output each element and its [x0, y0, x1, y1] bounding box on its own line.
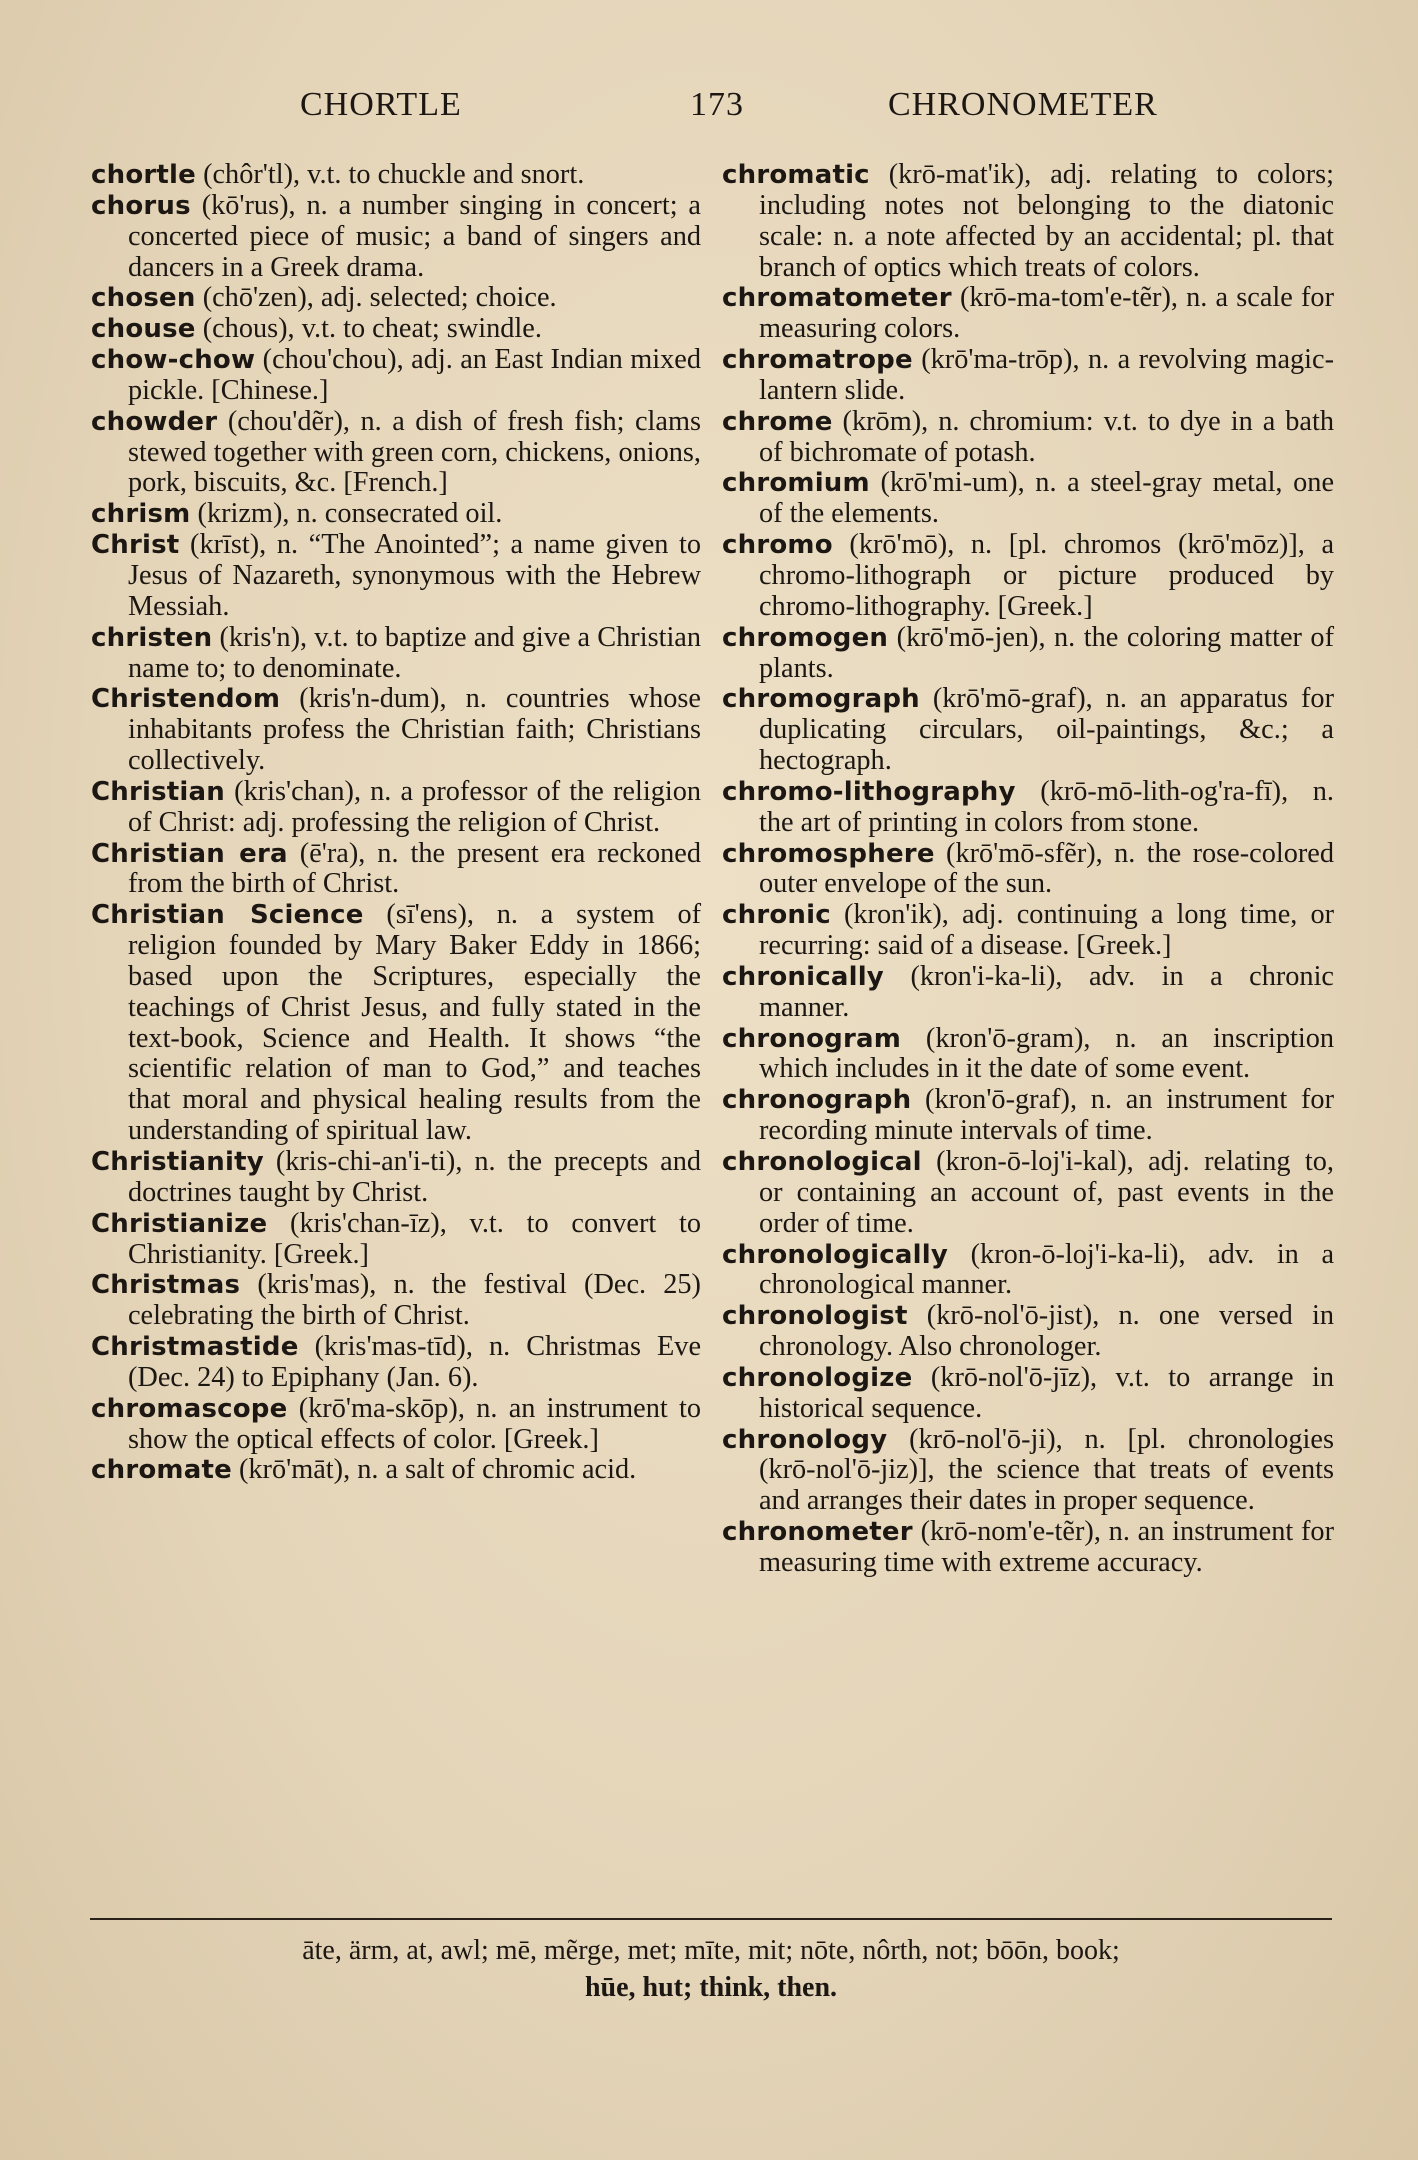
entry-definition: (krō-nol'ō-jīz), v.t. to arrange in historical sequence.: [759, 1361, 1335, 1424]
dictionary-entry: [722, 160, 1334, 283]
entry-definition: (kron'i-ka-li), adv. in a chronic manner.: [759, 960, 1334, 1023]
dictionary-entry: [722, 345, 1334, 407]
dictionary-entry: [722, 1425, 1334, 1518]
page-number: 173: [690, 86, 744, 123]
dictionary-entry: [91, 191, 701, 284]
entry-definition: (krīst), n. “The Anointed”; a name given to Jesus of Nazareth, synonymous with the Hebrew Messiah.: [128, 529, 701, 622]
dictionary-entry: [91, 684, 701, 777]
entry-headword: Christianize: [91, 1208, 268, 1239]
entry-headword: Christmastide: [91, 1332, 299, 1363]
dictionary-entry: [91, 283, 701, 314]
entry-headword: chromascope: [91, 1393, 288, 1424]
entry-headword: chronically: [722, 961, 884, 992]
entry-headword: Christianity: [91, 1147, 264, 1177]
entry-definition: (kron'ō-graf), n. an instrument for recording minute intervals of time.: [759, 1084, 1334, 1147]
entry-definition: (krō'ma-skōp), n. an instrument to show the optical effects of color. [Greek.]: [128, 1392, 701, 1455]
entry-headword: chromosphere: [722, 838, 935, 869]
dictionary-entry: [722, 623, 1334, 685]
entry-headword: chromograph: [722, 684, 920, 715]
entry-definition: (krō'mō), n. [pl. chromos (krō'mōz)], a chromo-lithograph or picture produced by chromo-lithography. [Greek.]: [759, 529, 1335, 622]
entry-headword: Christendom: [91, 684, 281, 715]
dictionary-entry: [91, 623, 701, 685]
entry-definition: (kron-ō-loj'i-ka-li), adv. in a chronological manner.: [759, 1238, 1334, 1301]
dictionary-entry: [722, 1240, 1334, 1302]
entry-definition: (krō-mō-lith-og'ra-fī), n. the art of printing in colors from stone.: [759, 775, 1335, 838]
entry-definition: (krizm), n. consecrated oil.: [197, 498, 503, 530]
dictionary-entry: [91, 499, 701, 530]
entry-headword: Christian Science: [91, 900, 364, 931]
right-column: [722, 160, 1334, 1579]
dictionary-entry: [91, 1455, 701, 1486]
entry-headword: chromatic: [722, 160, 870, 190]
entry-headword: chronology: [722, 1424, 888, 1455]
entry-headword: chouse: [91, 314, 196, 345]
dictionary-entry: [91, 345, 701, 407]
dictionary-entry: [722, 777, 1334, 839]
dictionary-entry: [91, 314, 701, 345]
dictionary-entry: [722, 468, 1334, 530]
entry-headword: chrome: [722, 406, 833, 437]
entry-definition: (sī'ens), n. a system of religion founded by Mary Baker Eddy in 1866; based upon the Scriptures, especially the teachings of Christ Jesus, and fully stated in the text-book, Science and Health. It shows “the scientific relation of man to God,” and teaches that moral and physical healing results from the understanding of spiritual law.: [128, 899, 702, 1147]
entry-definition: (krō'ma-trōp), n. a revolving magic-lantern slide.: [759, 344, 1335, 406]
dictionary-entry: [722, 684, 1334, 777]
entry-headword: chromatometer: [722, 283, 952, 314]
entry-definition: (krō-nol'ō-ji), n. [pl. chronologies (krō-nol'ō-jiz)], the science that treats of events and arranges their dates in proper sequence.: [759, 1423, 1334, 1517]
dictionary-entry: [91, 1394, 701, 1456]
dictionary-entry: [91, 1147, 701, 1209]
entry-definition: (krō'mō-sfẽr), n. the rose-colored outer envelope of the sun.: [759, 837, 1335, 900]
entry-headword: Christian: [91, 776, 225, 807]
right-guide-word: CHRONOMETER: [888, 86, 1158, 123]
dictionary-entry: [722, 1301, 1334, 1363]
entry-definition: (kron'ik), adj. continuing a long time, or recurring: said of a disease. [Greek.]: [759, 899, 1335, 962]
entry-definition: (kron'ō-gram), n. an inscription which includes in it the date of some event.: [759, 1022, 1334, 1085]
entry-definition: (kris'chan-īz), v.t. to convert to Christianity. [Greek.]: [128, 1207, 701, 1270]
dictionary-entry: [722, 1517, 1334, 1579]
dictionary-entry: [91, 1332, 701, 1394]
dictionary-entry: [91, 839, 701, 901]
page-header: [0, 86, 1418, 136]
entry-headword: chronologist: [722, 1301, 908, 1332]
entry-headword: chromogen: [722, 622, 889, 653]
entry-headword: chronologically: [722, 1239, 949, 1270]
dictionary-entry: [91, 777, 701, 839]
dictionary-entry: [91, 160, 701, 191]
entry-headword: Christian era: [91, 838, 288, 869]
pronunciation-key-line-2: hūe, hut; think, then.: [584, 1972, 838, 2003]
left-guide-word: CHORTLE: [300, 86, 462, 123]
entry-definition: (krō-nom'e-tẽr), n. an instrument for measuring time with extreme accuracy.: [759, 1516, 1334, 1578]
entry-definition: (krō-ma-tom'e-tẽr), n. a scale for measuring colors.: [759, 282, 1334, 345]
entry-definition: (kris'n-dum), n. countries whose inhabitants profess the Christian faith; Christians collectively.: [128, 683, 701, 777]
entry-headword: chowder: [91, 406, 218, 437]
entry-definition: (chous), v.t. to cheat; swindle.: [202, 313, 542, 345]
entry-definition: (kō'rus), n. a number singing in concert; a concerted piece of music; a band of singers and dancers in a Greek drama.: [128, 189, 701, 283]
entry-headword: chorus: [91, 190, 191, 221]
dictionary-entry: [722, 962, 1334, 1024]
entry-definition: (krō'mō-jen), n. the coloring matter of plants.: [759, 621, 1335, 684]
entry-headword: chromium: [722, 468, 870, 499]
dictionary-entry: [722, 1085, 1334, 1147]
entry-definition: (chou'chou), adj. an East Indian mixed pickle. [Chinese.]: [128, 344, 701, 406]
entry-definition: (kris'mas), n. the festival (Dec. 25) celebrating the birth of Christ.: [128, 1269, 701, 1332]
entry-headword: chronologize: [722, 1362, 913, 1393]
entry-headword: chronic: [722, 900, 831, 931]
entry-headword: chronometer: [722, 1517, 913, 1548]
entry-definition: (krō'mō-graf), n. an apparatus for duplicating circulars, oil-paintings, &c.; a hectograph.: [759, 683, 1334, 777]
dictionary-entry: [722, 530, 1334, 623]
entry-headword: chromo-lithography: [722, 776, 1016, 807]
dictionary-entry: [722, 900, 1334, 962]
left-column: [91, 160, 701, 1486]
entry-definition: (krō-mat'ik), adj. relating to colors; including notes not belonging to the diatonic scale: n. a note affected by an accidental; pl. that branch of optics which treats of colors.: [759, 159, 1334, 283]
entry-definition: (kris'chan), n. a professor of the religion of Christ: adj. professing the religion of Christ.: [128, 775, 702, 838]
dictionary-entry: [722, 1363, 1334, 1425]
entry-headword: chromo: [722, 530, 833, 561]
dictionary-entry: [91, 900, 701, 1147]
entry-definition: (chôr'tl), v.t. to chuckle and snort.: [203, 159, 585, 190]
pronunciation-key: [90, 1932, 1332, 2006]
entry-definition: (krō'mi-um), n. a steel-gray metal, one of the elements.: [759, 467, 1335, 530]
entry-definition: (chou'dẽr), n. a dish of fresh fish; clams stewed together with green corn, chickens, onions, pork, biscuits, &c. [French.]: [128, 405, 702, 499]
entry-headword: chortle: [91, 160, 196, 190]
dictionary-entry: [722, 1147, 1334, 1240]
entry-headword: chosen: [91, 283, 196, 314]
pronunciation-key-line-1: āte, ärm, at, awl; mē, mẽrge, met; mīte, mit; nōte, nôrth, not; bōōn, book;: [302, 1935, 1120, 1966]
dictionary-entry: [722, 407, 1334, 469]
entry-definition: (krō-nol'ō-jist), n. one versed in chronology. Also chronologer.: [759, 1300, 1334, 1363]
entry-headword: christen: [91, 622, 213, 653]
dictionary-entry: [91, 1209, 701, 1271]
dictionary-entry: [722, 283, 1334, 345]
entry-headword: chromate: [91, 1455, 232, 1486]
dictionary-entry: [722, 839, 1334, 901]
entry-headword: chronogram: [722, 1023, 902, 1054]
dictionary-entry: [722, 1024, 1334, 1086]
entry-definition: (chō'zen), adj. selected; choice.: [202, 282, 557, 314]
entry-headword: chronological: [722, 1147, 922, 1177]
entry-headword: chronograph: [722, 1085, 912, 1116]
entry-definition: (kris'mas-tīd), n. Christmas Eve (Dec. 24) to Epiphany (Jan. 6).: [128, 1331, 702, 1393]
entry-definition: (krōm), n. chromium: v.t. to dye in a bath of bichromate of potash.: [759, 405, 1334, 468]
dictionary-entry: [91, 407, 701, 500]
dictionary-entry: [91, 530, 701, 623]
entry-definition: (kris'n), v.t. to baptize and give a Christian name to; to denominate.: [128, 621, 702, 684]
entry-headword: chrism: [91, 499, 191, 530]
entry-headword: Christ: [91, 530, 180, 561]
entry-definition: (krō'māt), n. a salt of chromic acid.: [238, 1454, 637, 1486]
entry-headword: chromatrope: [722, 345, 913, 376]
entry-definition: (kron-ō-loj'i-kal), adj. relating to, or containing an account of, past events in the order of time.: [759, 1146, 1334, 1239]
dictionary-entry: [91, 1270, 701, 1332]
footer-rule: [90, 1918, 1332, 1920]
entry-definition: (ē'ra), n. the present era reckoned from the birth of Christ.: [128, 837, 701, 900]
entry-headword: chow-chow: [91, 345, 256, 376]
entry-definition: (kris-chi-an'i-ti), n. the precepts and doctrines taught by Christ.: [128, 1146, 701, 1208]
entry-headword: Christmas: [91, 1270, 241, 1301]
